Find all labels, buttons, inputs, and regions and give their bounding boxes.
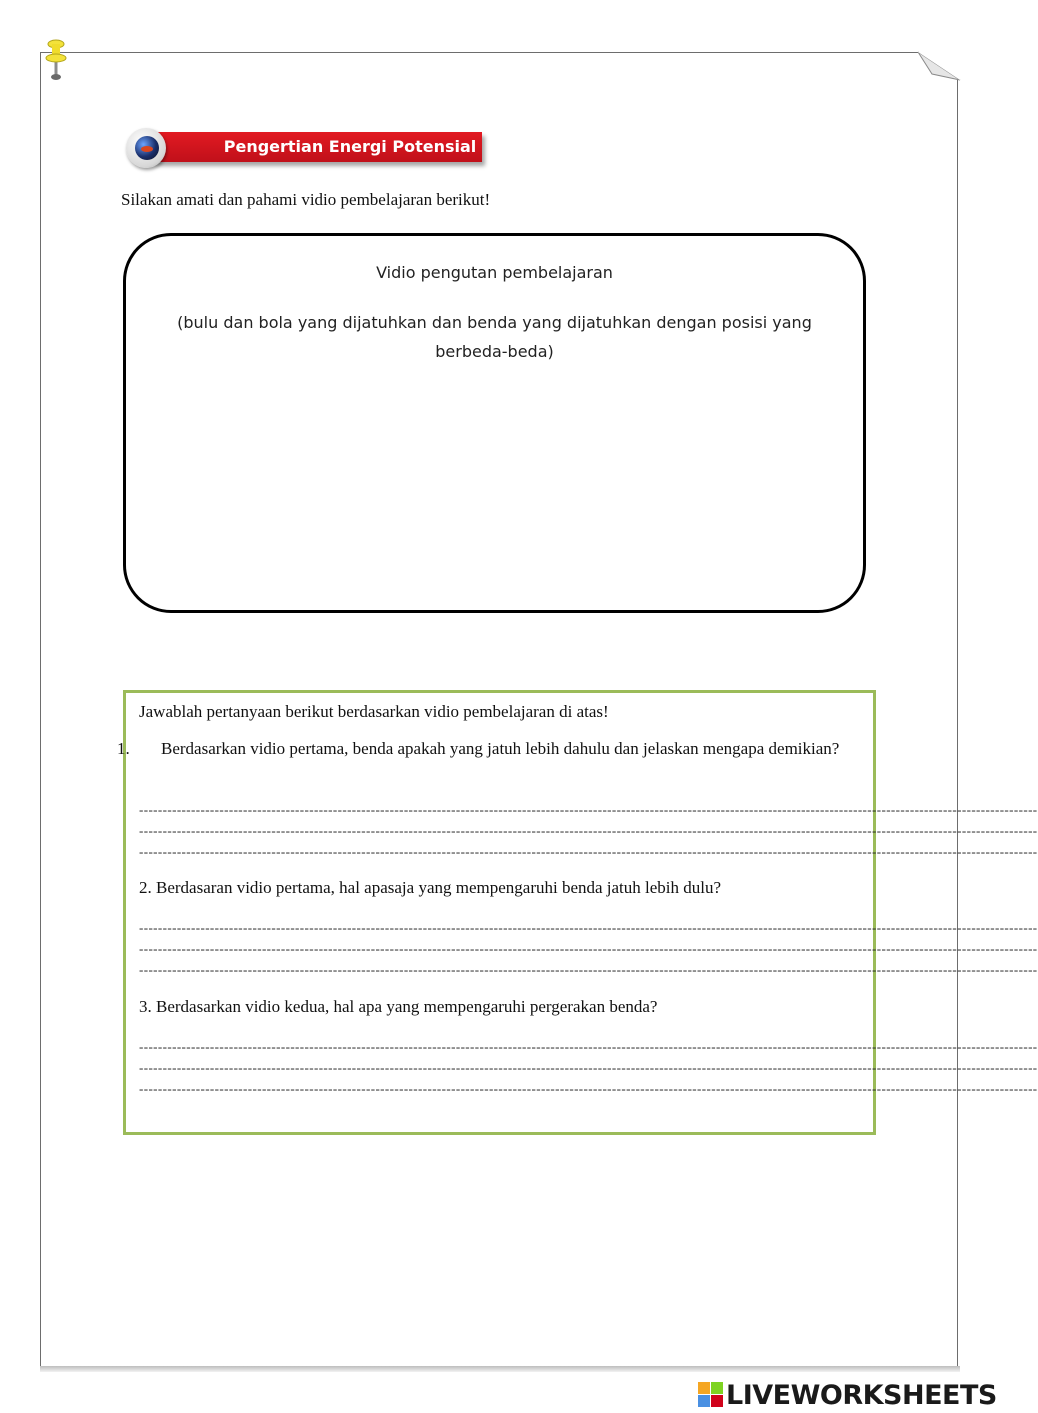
intro-text: Silakan amati dan pahami vidio pembelajaran berikut! xyxy=(121,190,491,209)
liveworksheets-logo-icon xyxy=(698,1382,724,1408)
section-banner xyxy=(126,128,488,168)
question-number: 3. xyxy=(139,997,152,1016)
video-box[interactable] xyxy=(123,233,866,613)
answer-line-1a[interactable]: ---------------------------------------------------------------------------------------------------------------------------------------------------------------------------------------------- xyxy=(139,802,1038,817)
page-shadow xyxy=(40,1366,960,1372)
answer-line-2b[interactable]: ---------------------------------------------------------------------------------------------------------------------------------------------------------------------------------------------- xyxy=(139,941,1038,956)
question-number: 2. xyxy=(139,878,152,897)
question-instruction: Jawablah pertanyaan berikut berdasarkan vidio pembelajaran di atas! xyxy=(139,702,609,721)
answer-line-1c[interactable]: ---------------------------------------------------------------------------------------------------------------------------------------------------------------------------------------------- xyxy=(139,844,1038,859)
answer-line-1b[interactable]: ---------------------------------------------------------------------------------------------------------------------------------------------------------------------------------------------- xyxy=(139,823,1038,838)
answer-line-2a[interactable]: ---------------------------------------------------------------------------------------------------------------------------------------------------------------------------------------------- xyxy=(139,920,1038,935)
liveworksheets-logo[interactable] xyxy=(698,1378,997,1412)
answer-line-3a[interactable]: ---------------------------------------------------------------------------------------------------------------------------------------------------------------------------------------------- xyxy=(139,1039,1038,1054)
section-title: Pengertian Energi Potensial xyxy=(223,137,477,156)
pushpin-icon xyxy=(44,38,68,80)
video-description: (bulu dan bola yang dijatuhkan dan benda yang dijatuhkan dengan posisi yang berbeda-beda) xyxy=(177,313,812,361)
logo-text: LIVEWORKSHEETS xyxy=(726,1379,997,1411)
question-text: Berdasaran vidio pertama, hal apasaja yang mempengaruhi benda jatuh lebih dulu? xyxy=(156,878,722,897)
question-1 xyxy=(117,738,861,760)
question-text: Berdasarkan vidio kedua, hal apa yang mempengaruhi pergerakan benda? xyxy=(156,997,658,1016)
answer-line-2c[interactable]: ---------------------------------------------------------------------------------------------------------------------------------------------------------------------------------------------- xyxy=(139,962,1038,977)
question-number: 1. xyxy=(117,739,130,758)
answer-line-3b[interactable]: ---------------------------------------------------------------------------------------------------------------------------------------------------------------------------------------------- xyxy=(139,1060,1038,1075)
globe-icon xyxy=(126,128,166,168)
question-3 xyxy=(139,996,861,1018)
page-curl-icon xyxy=(918,52,960,82)
question-text: Berdasarkan vidio pertama, benda apakah yang jatuh lebih dahulu dan jelaskan mengapa demikian? xyxy=(161,739,840,758)
answer-line-3c[interactable]: ---------------------------------------------------------------------------------------------------------------------------------------------------------------------------------------------- xyxy=(139,1081,1038,1096)
video-title: Vidio pengutan pembelajaran xyxy=(376,263,613,282)
question-2 xyxy=(139,877,861,899)
